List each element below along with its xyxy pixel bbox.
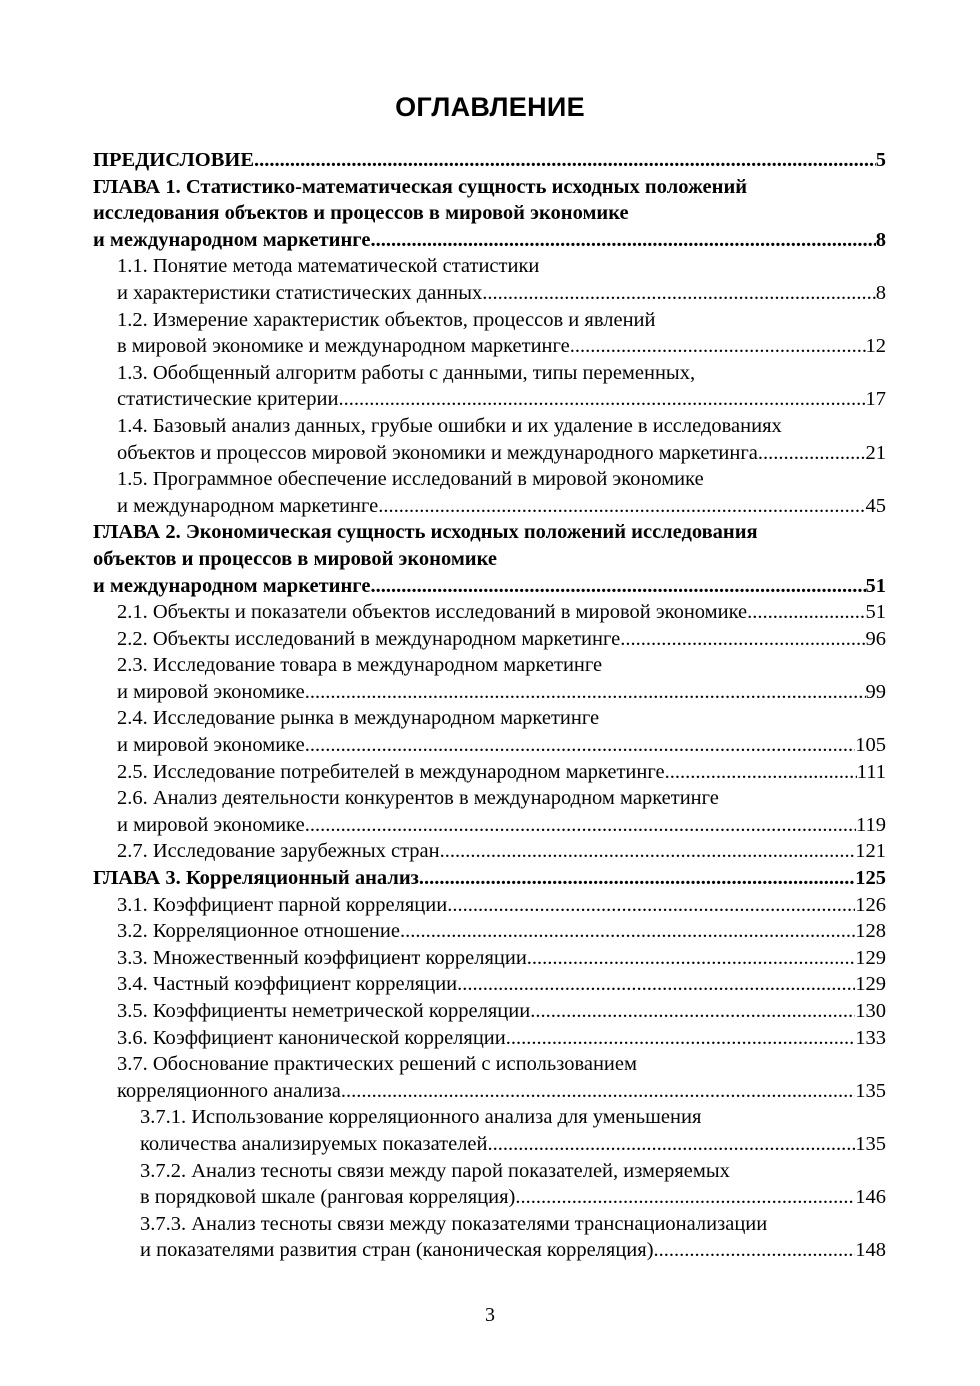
toc-entry-title-line: 2.3. Исследование товара в международном маркетинге (117, 654, 603, 677)
toc-entry-title-line: 3.7.2. Анализ тесноты связи между парой показателей, измеряемых (140, 1159, 730, 1182)
toc-entry-title-line: объектов и процессов в мировой экономике (93, 547, 498, 570)
toc-entry-title-line: 2.4. Исследование рынка в международном маркетинге (117, 707, 600, 730)
toc-entry-last-line (140, 1184, 886, 1211)
dot-leader (305, 732, 856, 759)
toc-entry[interactable] (93, 1211, 886, 1264)
toc-entry-title-line: 2.7. Исследование зарубежных стран (117, 840, 440, 863)
toc-page-number: 129 (855, 973, 886, 996)
toc-entry[interactable] (93, 360, 886, 413)
toc-entry-last-line (117, 280, 886, 307)
toc-entry-title-line: и международном маркетинге (93, 228, 371, 251)
toc-entry-last-line (140, 1131, 886, 1158)
toc-entry-last-line (93, 573, 886, 600)
toc-entry[interactable] (93, 519, 886, 599)
toc-entry-last-line (117, 812, 886, 839)
toc-page-number: 125 (855, 867, 886, 890)
toc-entry-last-line (117, 732, 886, 759)
toc-entry-title-line: 3.7. Обоснование практических решений с использованием (117, 1053, 637, 1076)
dot-leader (338, 386, 865, 413)
toc-entry-title-line: корреляционного анализа (117, 1079, 341, 1102)
toc-page-number: 119 (856, 813, 886, 836)
table-of-contents (93, 147, 886, 1264)
toc-entry-last-line (117, 759, 886, 786)
dot-leader (654, 1237, 856, 1264)
toc-entry-title-line: 1.4. Базовый анализ данных, грубые ошибки и их удаление в исследованиях (117, 414, 782, 437)
dot-leader (370, 227, 875, 254)
dot-leader (305, 679, 866, 706)
toc-entry-last-line (117, 440, 886, 467)
toc-page-number: 12 (865, 335, 886, 358)
toc-page-number: 51 (865, 601, 886, 624)
dot-leader (400, 918, 855, 945)
toc-entry-title-line: и мировой экономике (117, 680, 305, 703)
toc-page-number: 133 (855, 1026, 886, 1049)
toc-entry-last-line (117, 493, 886, 520)
toc-entry-last-line (93, 147, 886, 174)
toc-entry-last-line (117, 945, 886, 972)
toc-entry-title-line: 2.6. Анализ деятельности конкурентов в международном маркетинге (117, 787, 719, 810)
toc-entry-title-line: и международном маркетинге (93, 574, 371, 597)
toc-page-number: 111 (856, 760, 886, 783)
toc-entry[interactable] (93, 1104, 886, 1157)
toc-entry[interactable] (93, 174, 886, 254)
toc-entry-title-line: 3.7.1. Использование корреляционного анализа для уменьшения (140, 1106, 702, 1129)
toc-entry[interactable] (93, 865, 886, 892)
toc-entry-last-line (93, 865, 886, 892)
dot-leader (620, 626, 865, 653)
toc-entry-title-line: 1.3. Обобщенный алгоритм работы с данными, типы переменных, (117, 361, 696, 384)
toc-entry[interactable] (93, 413, 886, 466)
dot-leader (515, 1184, 855, 1211)
toc-entry-title-line: 2.5. Исследование потребителей в международном маркетинге (117, 760, 665, 783)
toc-entry-title-line: 3.1. Коэффициент парной корреляции (117, 893, 448, 916)
dot-leader (570, 333, 866, 360)
dot-leader (758, 440, 866, 467)
toc-page-number: 99 (865, 680, 886, 703)
toc-entry-title-line: 1.5. Программное обеспечение исследований в мировой экономике (117, 468, 704, 491)
toc-entry-last-line (117, 998, 886, 1025)
toc-entry[interactable] (93, 892, 886, 919)
toc-entry[interactable] (93, 759, 886, 786)
toc-entry-title-line: 3.2. Корреляционное отношение (117, 920, 400, 943)
toc-entry-last-line (117, 971, 886, 998)
toc-page-number: 129 (855, 946, 886, 969)
toc-entry[interactable] (93, 466, 886, 519)
toc-entry-last-line (140, 1237, 886, 1264)
toc-entry[interactable] (93, 705, 886, 758)
toc-page-number: 128 (855, 920, 886, 943)
toc-page-number: 51 (865, 574, 886, 597)
toc-entry[interactable] (93, 307, 886, 360)
dot-leader (506, 1025, 856, 1052)
toc-entry[interactable] (93, 838, 886, 865)
toc-page-number: 121 (855, 840, 886, 863)
dot-leader (440, 838, 856, 865)
toc-entry[interactable] (93, 785, 886, 838)
toc-page-number: 96 (865, 627, 886, 650)
dot-leader (378, 493, 865, 520)
toc-entry[interactable] (93, 599, 886, 626)
toc-entry-last-line (117, 679, 886, 706)
toc-entry-title-line: в мировой экономике и международном маркетинге (117, 335, 570, 358)
toc-entry-title-line: 1.1. Понятие метода математической статистики (117, 255, 540, 278)
toc-page-number: 105 (855, 734, 886, 757)
dot-leader (457, 971, 855, 998)
toc-entry-last-line (117, 1025, 886, 1052)
toc-page-number: 126 (855, 893, 886, 916)
toc-entry[interactable] (93, 652, 886, 705)
toc-entry-title-line: 3.5. Коэффициенты неметрической корреляции (117, 1000, 531, 1022)
toc-page-number: 8 (875, 228, 886, 251)
toc-entry-title-line: и характеристики статистических данных (117, 281, 483, 304)
toc-entry[interactable] (93, 971, 886, 998)
toc-entry-last-line (117, 838, 886, 865)
page-title: ОГЛАВЛЕНИЕ (395, 92, 585, 122)
toc-entry-title-line: количества анализируемых показателей (140, 1132, 488, 1155)
toc-entry[interactable] (93, 1051, 886, 1104)
toc-entry-title-line: 3.6. Коэффициент канонической корреляции (117, 1026, 506, 1049)
toc-entry-title-line: объектов и процессов мировой экономики и международного маркетинга (117, 441, 758, 464)
toc-entry-title-line: 1.2. Измерение характеристик объектов, процессов и явлений (117, 308, 656, 331)
toc-page-number: 135 (855, 1132, 886, 1155)
toc-entry-last-line (117, 626, 886, 653)
toc-entry-title-line: и показателями развития стран (каноническая корреляция) (140, 1239, 654, 1262)
page-number: 3 (485, 1304, 495, 1326)
toc-entry[interactable] (93, 1158, 886, 1211)
toc-entry-title-line: 3.7.3. Анализ тесноты связи между показателями транснационализации (140, 1212, 768, 1235)
toc-page-number: 8 (875, 281, 886, 304)
toc-entry-title-line: и международном маркетинге (117, 494, 379, 517)
dot-leader (370, 573, 865, 600)
toc-entry-last-line (117, 918, 886, 945)
toc-entry[interactable] (93, 945, 886, 972)
toc-entry-title-line: 3.3. Множественный коэффициент корреляции (117, 946, 527, 969)
toc-page-number: 135 (855, 1079, 886, 1102)
toc-page-number: 5 (875, 149, 886, 171)
toc-page-number: 45 (865, 494, 886, 517)
dot-leader (305, 812, 856, 839)
toc-entry-title-line: ГЛАВА 3. Корреляционный анализ (93, 867, 419, 890)
toc-page-number: 148 (855, 1239, 886, 1262)
toc-page-number: 130 (855, 1000, 886, 1022)
toc-entry-title-line: статистические критерии (117, 388, 339, 411)
toc-entry-last-line (117, 892, 886, 919)
toc-entry-last-line (117, 333, 886, 360)
dot-leader (530, 998, 855, 1025)
dot-leader (488, 1131, 856, 1158)
toc-entry-last-line (117, 599, 886, 626)
toc-entry[interactable] (93, 147, 886, 174)
dot-leader (482, 280, 876, 307)
toc-entry-title-line: 3.4. Частный коэффициент корреляции (117, 973, 458, 996)
dot-leader (341, 1078, 855, 1105)
toc-entry-title-line: 2.2. Объекты исследований в международном маркетинге (117, 627, 621, 650)
toc-entry[interactable] (93, 1025, 886, 1052)
toc-entry[interactable] (93, 998, 886, 1025)
toc-entry[interactable] (93, 626, 886, 653)
dot-leader (254, 147, 876, 174)
toc-entry-last-line (117, 386, 886, 413)
dot-leader (665, 759, 857, 786)
dot-leader (747, 599, 865, 626)
toc-page-number: 146 (855, 1186, 886, 1209)
dot-leader (447, 892, 855, 919)
toc-entry-title-line: и мировой экономике (117, 813, 305, 836)
toc-entry[interactable] (93, 918, 886, 945)
toc-entry-title-line: исследования объектов и процессов в мировой экономике (93, 202, 629, 225)
dot-leader (419, 865, 855, 892)
toc-entry-title-line: ГЛАВА 1. Статистико-математическая сущность исходных положений (93, 175, 748, 198)
toc-entry-title-line: 2.1. Объекты и показатели объектов исследований в мировой экономике (117, 601, 748, 624)
toc-entry-title-line: ПРЕДИСЛОВИЕ (93, 149, 254, 171)
toc-entry-title-line: в порядковой шкале (ранговая корреляция) (140, 1186, 516, 1209)
toc-page-number: 17 (865, 388, 886, 411)
toc-page-number: 21 (865, 441, 886, 464)
toc-entry[interactable] (93, 253, 886, 306)
dot-leader (527, 945, 855, 972)
toc-entry-title-line: и мировой экономике (117, 734, 305, 757)
toc-entry-title-line: ГЛАВА 2. Экономическая сущность исходных положений исследования (93, 521, 758, 544)
toc-entry-last-line (117, 1078, 886, 1105)
toc-entry-last-line (93, 227, 886, 254)
